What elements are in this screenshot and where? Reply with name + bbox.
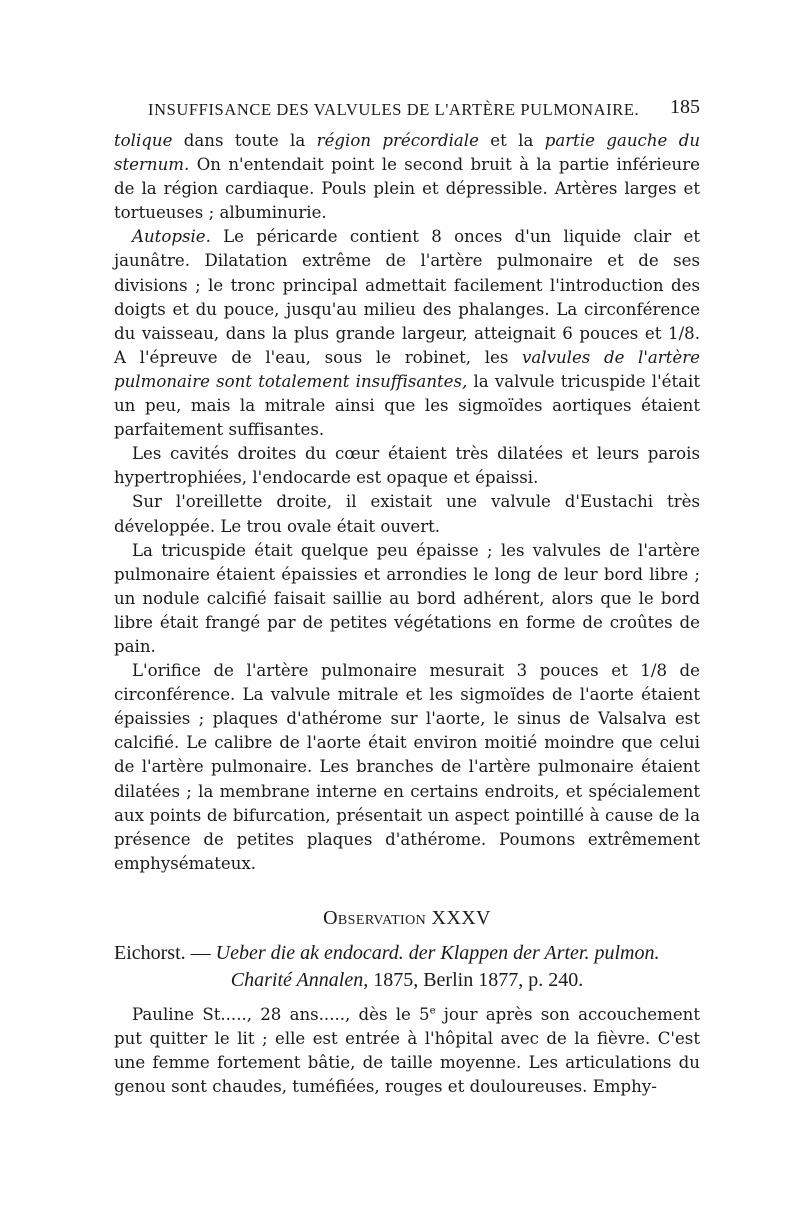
bibliographic-reference xyxy=(114,940,700,994)
text-run: et la xyxy=(478,131,545,150)
italic-text: valvules de l'artère pulmonaire sont totalement insuffisantes, xyxy=(114,347,700,391)
reference-line xyxy=(114,967,700,994)
reference-details: 1875, Berlin 1877, p. 240. xyxy=(368,969,584,991)
paragraph: La tricuspide était quelque peu épaisse ; les valvules de l'artère pulmonaire étaient épaissies et arrondies le long de leur bord libre ; un nodule calcifié faisait saillie au bord adhérent, alors que le bord libre était frangé par de petites végétations en forme de croûtes de pain. xyxy=(114,540,700,656)
text-run: Le péricarde contient 8 onces d'un liquide clair et jaunâtre. Dilatation extrême de l'artère pulmonaire et de ses divisions ; le tronc principal admettait facilement l'introduction des doigts et du pouce, jusqu'au milieu des phalanges. La circonférence du vaisseau, dans la plus grande largeur, atteignait 6 pouces et 1/8. A l'épreuve de l'eau, sous le robinet, les xyxy=(114,227,700,367)
text-run: On n'entendait point le second bruit à la partie inférieure de la région cardiaque. Pouls plein et dépressible. Artères larges et tortueuses ; albuminurie. xyxy=(114,155,700,223)
paragraph: Les cavités droites du cœur étaient très dilatées et leurs parois hypertrophiées, l'endocarde est opaque et épaissi. xyxy=(114,444,700,488)
paragraph-autopsie xyxy=(114,225,700,442)
reference-title: Ueber die ak endocard. der Klappen der Arter. pulmon. xyxy=(215,942,660,964)
reference-line xyxy=(114,940,700,967)
observation-text xyxy=(114,1003,700,1099)
reference-author: Eichorst. — xyxy=(114,942,216,964)
page-number: 185 xyxy=(670,96,700,118)
paragraph-continuation xyxy=(114,129,700,225)
paragraph: Sur l'oreillette droite, il existait une valvule d'Eustachi très développée. Le trou ovale était ouvert. xyxy=(114,492,700,536)
running-title: INSUFFISANCE DES VALVULES DE L'ARTÈRE PULMONAIRE. xyxy=(148,100,640,119)
italic-text: Autopsie. xyxy=(132,227,211,247)
text-run: Pauline St....., 28 ans....., dès le 5 xyxy=(132,1005,430,1024)
text-run: la valvule tricuspide l'était un peu, mais la mitrale ainsi que les sigmoïdes aortiques étaient parfaitement suffisantes. xyxy=(114,371,700,440)
text-run: jour après son accouchement put quitter le lit ; elle est entrée à l'hôpital avec de la fièvre. C'est une femme fortement bâtie, de taille moyenne. Les articulations du genou sont chaudes, tuméfiées, rouges et douloureuses. Emphy- xyxy=(114,1005,700,1097)
paragraph xyxy=(114,1003,700,1099)
reference-journal: Charité Annalen, xyxy=(230,969,369,991)
observation-heading: Observation XXXV xyxy=(323,907,491,929)
italic-text: tolique xyxy=(114,131,173,150)
italic-text: partie gauche du sternum. xyxy=(114,131,701,175)
superscript: e xyxy=(429,1005,436,1017)
running-head xyxy=(148,96,700,124)
text-run: dans toute la xyxy=(172,131,317,150)
paragraph: L'orifice de l'artère pulmonaire mesurait 3 pouces et 1/8 de circonférence. La valvule mitrale et les sigmoïdes de l'aorte étaient épaissies ; plaques d'athérome sur l'aorte, le sinus de Valsalva est calcifié. Le calibre de l'aorte était environ moitié moindre que celui de l'artère pulmonaire. Les branches de l'artère pulmonaire étaient dilatées ; la membrane interne en certains endroits, et spécialement aux points de bifurcation, présentait un aspect pointillé à cause de la présence de petites plaques d'athérome. Poumons extrêmement emphysémateux. xyxy=(114,661,700,873)
body-text xyxy=(114,129,700,876)
italic-text: région précordiale xyxy=(316,131,479,150)
